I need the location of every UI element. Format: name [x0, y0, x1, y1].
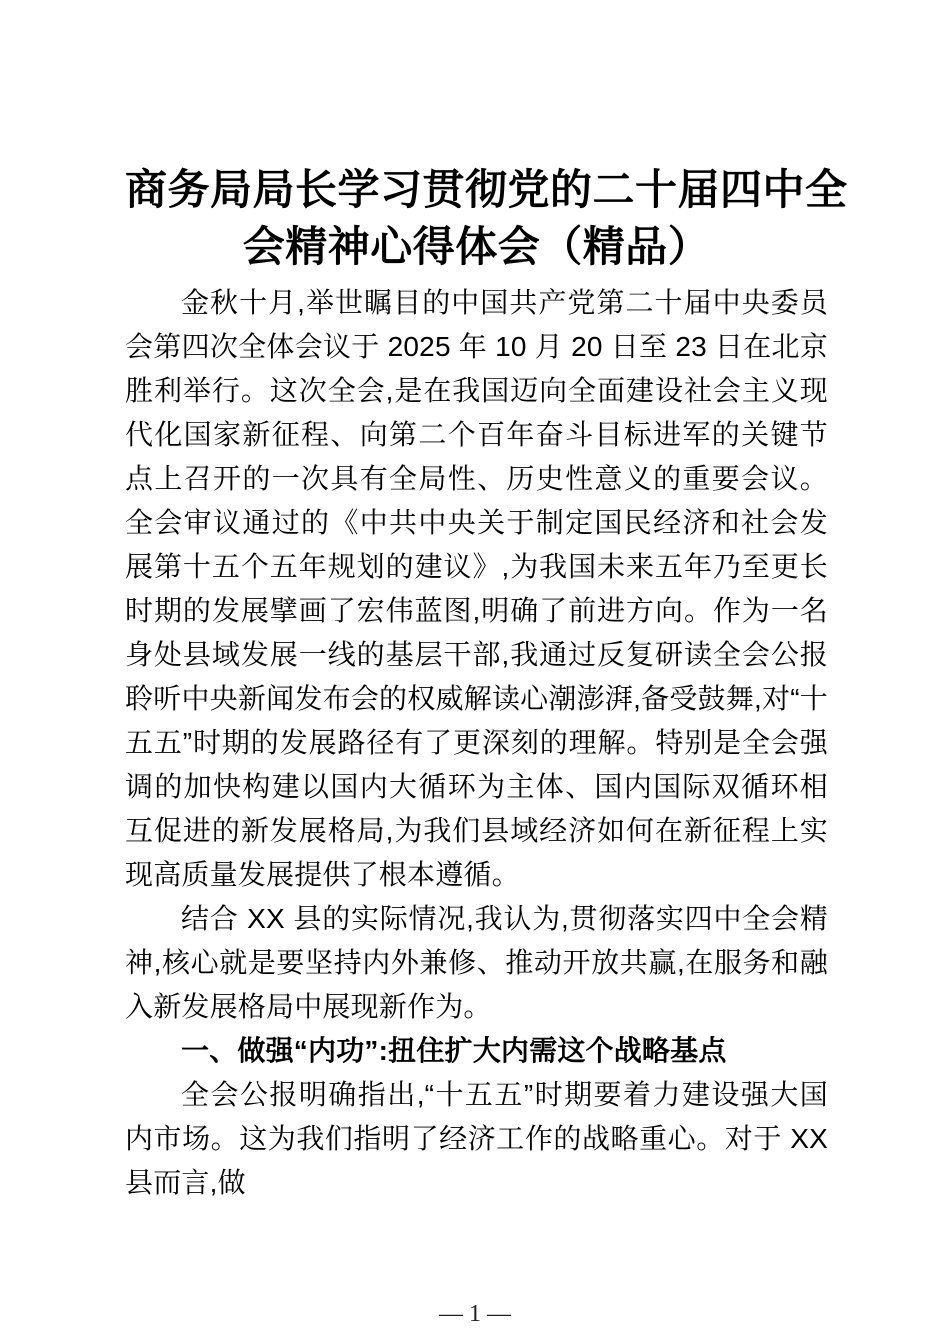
document-title-line-1: 商务局局长学习贯彻党的二十届四中全: [125, 166, 848, 213]
paragraph-opening: 金秋十月,举世瞩目的中国共产党第二十届中央委员会第四次全体会议于 2025 年 10 月 20 日至 23 日在北京胜利举行。这次全会,是在我国迈向全面建设社会主义现代化国家新征程、向第二个百年奋斗目标进军的关键节点上召开的一次具有全局性、历史性意义的重要会议。全会审议通过的《中共中央关于制定国民经济和社会发展第十五个五年规划的建议》,为我国未来五年乃至更长时期的发展擘画了宏伟蓝图,明确了前进方向。作为一名身处县域发展一线的基层干部,我通过反复研读全会公报聆听中央新闻发布会的权威解读心潮澎湃,备受鼓舞,对“十五五”时期的发展路径有了更深刻的理解。特别是全会强调的加快构建以国内大循环为主体、国内国际双循环相互促进的新发展格局,为我们县域经济如何在新征程上实现高质量发展提供了根本遵循。: [125, 287, 828, 890]
document-title-line-2: 会精神心得体会（精品）: [242, 223, 711, 270]
paragraph-core-view: 结合 XX 县的实际情况,我认为,贯彻落实四中全会精神,核心就是要坚持内外兼修、推动开放共赢,在服务和融入新发展格局中展现新作为。: [125, 903, 828, 1022]
document-title: [125, 161, 848, 275]
page-number: — 1 —: [439, 1301, 511, 1327]
paragraph-section-1-body: 全会公报明确指出,“十五五”时期要着力建设强大国内市场。这为我们指明了经济工作的战略重心。对于 XX 县而言,做: [125, 1079, 828, 1198]
section-heading-1: 一、做强“内功”:扭住扩大内需这个战略基点: [181, 1035, 727, 1066]
